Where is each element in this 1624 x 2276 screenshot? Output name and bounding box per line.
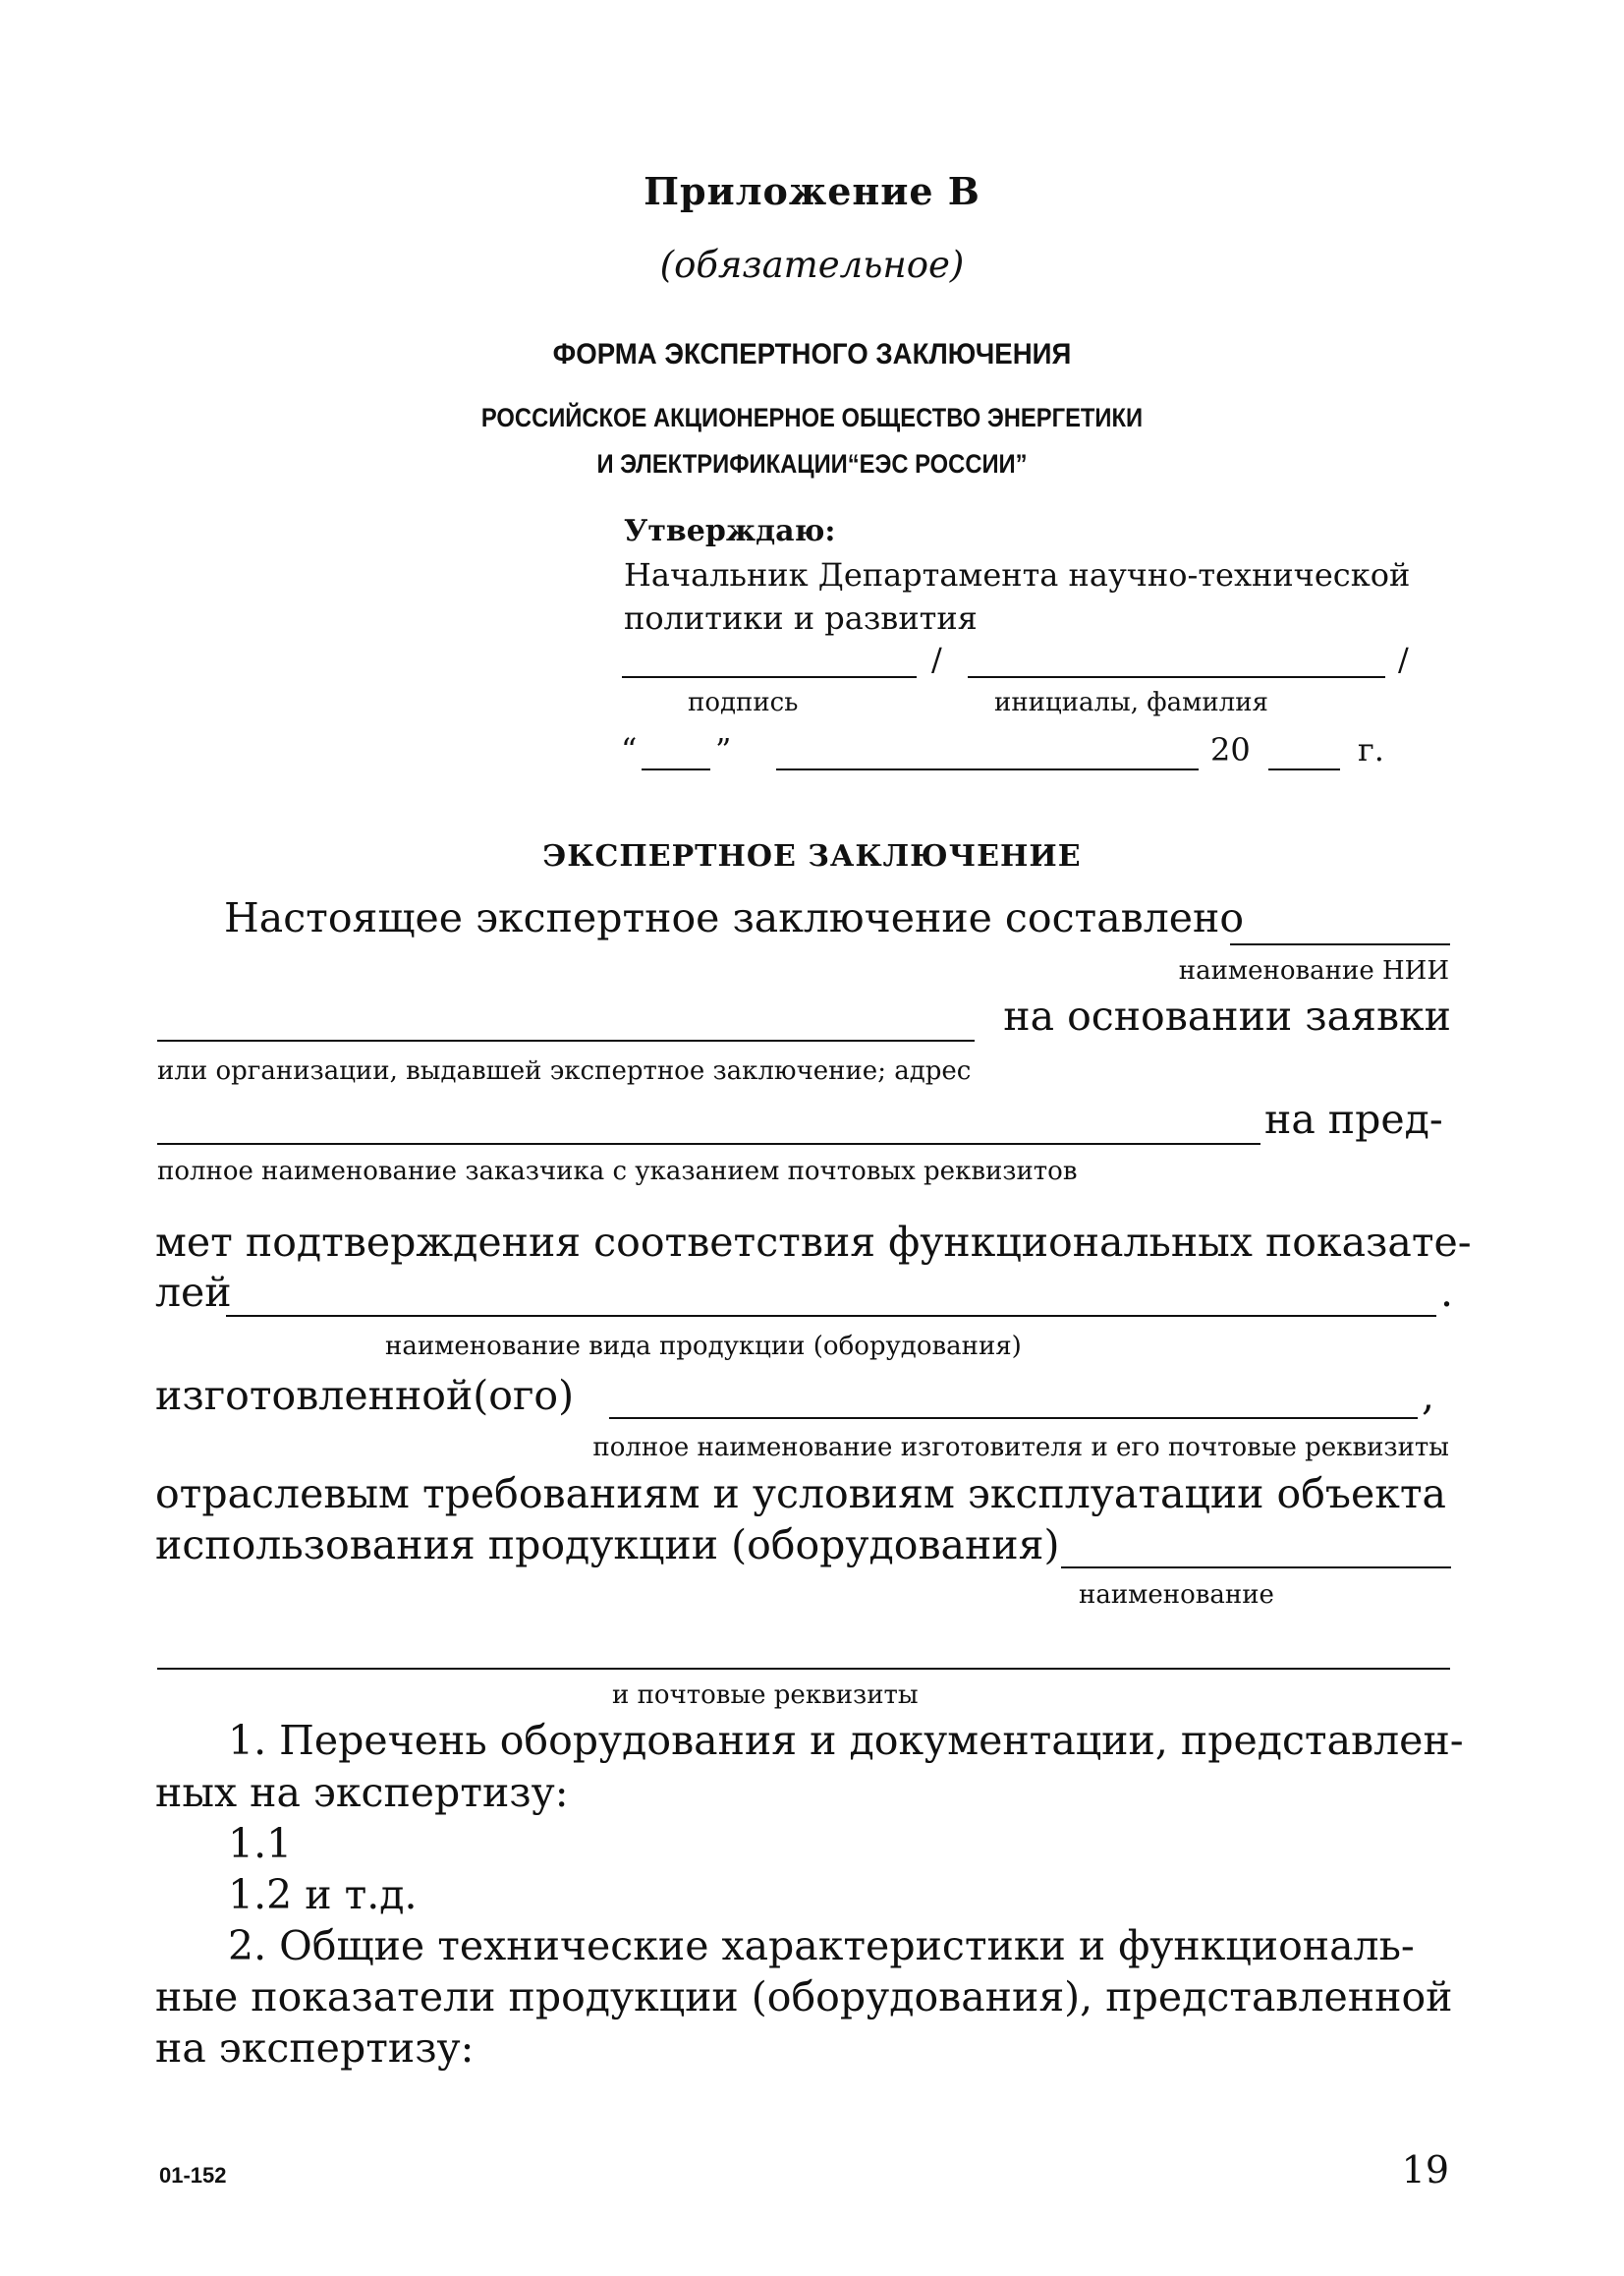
body-line-1: Настоящее экспертное заключение составлено bbox=[224, 894, 1245, 941]
organization-line-1: РОССИЙСКОЕ АКЦИОНЕРНОЕ ОБЩЕСТВО ЭНЕРГЕТИКИ bbox=[480, 403, 1144, 432]
body-line-5-end: . bbox=[1440, 1269, 1454, 1316]
section-2-line-3: на экспертизу: bbox=[155, 2024, 475, 2072]
slash-1: / bbox=[931, 641, 942, 678]
conclusion-title: ЭКСПЕРТНОЕ ЗАКЛЮЧЕНИЕ bbox=[542, 839, 1082, 874]
caption-object-name: наименование bbox=[1079, 1580, 1274, 1610]
product-type-field[interactable] bbox=[226, 1315, 1436, 1317]
year-suffix: г. bbox=[1358, 731, 1384, 768]
item-1-1: 1.1 bbox=[228, 1820, 293, 1867]
caption-customer: полное наименование заказчика с указанием почтовых реквизитов bbox=[157, 1157, 1078, 1186]
page-number: 19 bbox=[1401, 2148, 1449, 2191]
document-code: 01-152 bbox=[159, 2163, 227, 2188]
caption-postal-details: и почтовые реквизиты bbox=[612, 1680, 919, 1710]
body-line-6: изготовленной(ого) bbox=[155, 1372, 575, 1419]
body-line-5: лей bbox=[155, 1269, 232, 1316]
body-line-6-end: , bbox=[1422, 1372, 1435, 1419]
date-quote-open: “ bbox=[621, 731, 638, 768]
approval-heading: Утверждаю: bbox=[624, 514, 836, 548]
nii-name-field[interactable] bbox=[1230, 943, 1450, 945]
approval-position-line-1: Начальник Департамента научно-технической bbox=[624, 556, 1411, 594]
name-field[interactable] bbox=[968, 676, 1385, 678]
manufacturer-field[interactable] bbox=[609, 1417, 1418, 1419]
object-address-field[interactable] bbox=[157, 1668, 1450, 1670]
body-line-7: отраслевым требованиям и условиям эксплуатации объекта bbox=[155, 1470, 1447, 1517]
body-line-4: мет подтверждения соответствия функциональных показате- bbox=[155, 1219, 1472, 1266]
section-2-line-1: 2. Общие технические характеристики и функциональ- bbox=[228, 1922, 1415, 1969]
signature-field[interactable] bbox=[622, 676, 917, 678]
body-line-3: на пред- bbox=[1264, 1096, 1443, 1143]
date-month-field[interactable] bbox=[776, 768, 1199, 770]
form-title: ФОРМА ЭКСПЕРТНОГО ЗАКЛЮЧЕНИЯ bbox=[552, 338, 1072, 370]
caption-product-type: наименование вида продукции (оборудования) bbox=[385, 1332, 1022, 1361]
year-prefix: 20 bbox=[1210, 731, 1251, 768]
body-line-8: использования продукции (оборудования) bbox=[155, 1521, 1060, 1568]
body-line-2: на основании заявки bbox=[1003, 993, 1451, 1040]
date-year-field[interactable] bbox=[1268, 768, 1340, 770]
section-1-line-1: 1. Перечень оборудования и документации, представлен- bbox=[228, 1717, 1464, 1764]
caption-signature: подпись bbox=[688, 688, 799, 717]
caption-name: инициалы, фамилия bbox=[994, 688, 1268, 717]
approval-position-line-2: политики и развития bbox=[624, 599, 978, 637]
caption-manufacturer: полное наименование изготовителя и его почтовые реквизиты bbox=[592, 1433, 1449, 1462]
appendix-subtitle: (обязательное) bbox=[659, 244, 965, 286]
section-1-line-2: ных на экспертизу: bbox=[155, 1769, 569, 1816]
section-2-line-2: ные показатели продукции (оборудования), представленной bbox=[155, 1973, 1453, 2020]
customer-field[interactable] bbox=[157, 1143, 1260, 1145]
caption-organization: или организации, выдавшей экспертное заключение; адрес bbox=[157, 1056, 972, 1086]
item-1-2: 1.2 и т.д. bbox=[228, 1871, 418, 1918]
organization-line-2: И ЭЛЕКТРИФИКАЦИИ“ЕЭС РОССИИ” bbox=[596, 449, 1028, 479]
slash-2: / bbox=[1398, 641, 1409, 678]
nii-address-field[interactable] bbox=[157, 1040, 975, 1042]
caption-nii: наименование НИИ bbox=[1178, 956, 1449, 986]
appendix-title: Приложение В bbox=[644, 169, 980, 213]
object-name-field[interactable] bbox=[1061, 1566, 1451, 1568]
date-day-field[interactable] bbox=[642, 768, 710, 770]
date-quote-close: ” bbox=[715, 731, 732, 768]
